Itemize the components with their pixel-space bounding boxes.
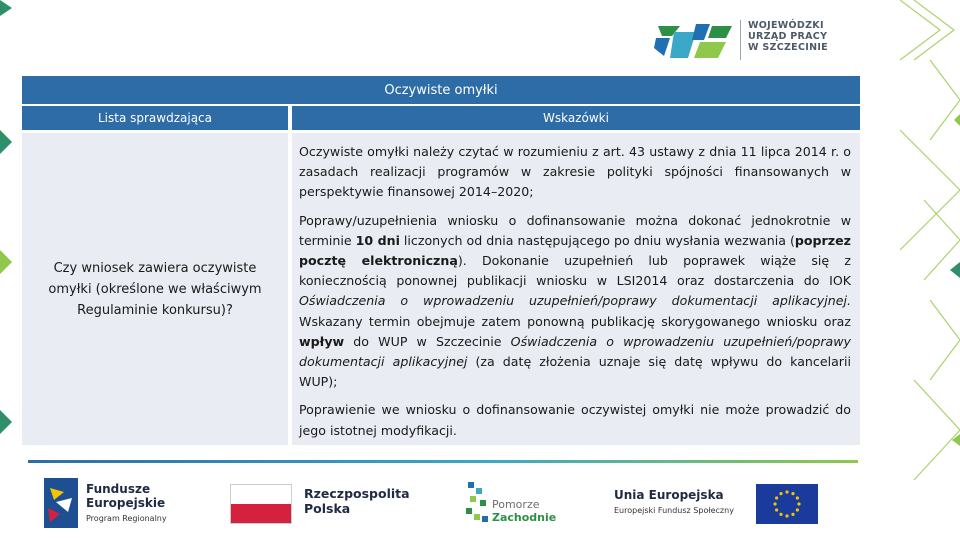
polish-flag-icon [230,484,292,524]
wup-logo-icon [652,18,734,64]
wup-logo-line-3: W SZCZECINIE [748,42,828,53]
hint-2-part: Poprawy/uzupełnienia wniosku o dofinansowanie można dokonać jednokrotnie w terminie [299,212,851,248]
pz-line-2: Zachodnie [492,511,557,524]
ue-logo-title: Unia Europejska [614,488,724,502]
hint-2-part: Wskazany termin obejmuje zatem ponowną publikację skorygowanego wniosku oraz [299,313,851,329]
fe-line-2: Europejskie [86,496,166,510]
rp-line-2: Polska [304,501,351,516]
fe-logo-text [86,482,165,510]
column-header-checklist: Lista sprawdzająca [22,106,288,130]
hint-2-part: ). Dokonanie uzupełnień lub poprawek wiąże się z koniecznością ponownej publikacji wniosku w LSI2014 oraz dostarczenia do IOK [299,253,852,289]
wup-logo-line-2: URZĄD PRACY [748,31,828,42]
hint-2-email: poprzez pocztę elektroniczną [299,232,851,269]
pz-logo-text [492,498,556,524]
hint-2-part: do WUP w Szczecinie [344,333,511,349]
left-decor-arrows [0,0,12,540]
hint-3-text: Poprawienie we wniosku o dofinansowanie oczywistej omyłki nie może prowadzić do jego istotnej modyfikacji. [299,402,851,438]
footer-divider [28,460,858,463]
hint-2-deadline: 10 dni [355,232,400,248]
rp-logo-text [304,486,410,516]
rzeczpospolita-logo [230,482,430,528]
right-decor-arrows [900,0,960,540]
hint-paragraph-2 [299,211,851,393]
hint-2-statement: Oświadczenia o wprowadzeniu uzupełnień/poprawy dokumentacji aplikacyjnej. [299,293,851,309]
fe-line-1: Fundusze [86,482,151,496]
hints-text [299,142,851,449]
column-header-hints: Wskazówki [292,106,860,130]
pomorze-icon [460,476,492,530]
pz-line-1: Pomorze [492,498,540,511]
unia-europejska-logo [614,484,824,528]
wup-logo-text [748,20,828,53]
rp-line-1: Rzeczpospolita [304,486,410,501]
wup-logo [652,14,832,66]
hint-paragraph-1 [299,142,851,203]
hint-2-statement: Oświadczenia o wprowadzeniu uzupełnień/poprawy dokumentacji aplikacyjnej [299,333,851,370]
pomorze-zachodnie-logo [460,476,580,530]
checklist-question: Czy wniosek zawiera oczywiste omyłki (określone we właściwym Regulaminie konkursu)? [48,260,262,318]
hint-2-part: (za datę złożenia uznaje się datę wpływu do kancelarii WUP); [299,354,851,390]
fe-logo-subtitle: Program Regionalny [86,514,167,523]
wup-logo-line-1: WOJEWÓDZKI [748,20,824,31]
fe-star-icon [44,478,78,528]
hint-2-part: liczonych od dnia następującego po dniu wysłania wezwania ( [399,232,795,248]
footer-logos [40,476,840,532]
eu-flag-icon [756,484,818,524]
ue-logo-subtitle: Europejski Fundusz Społeczny [614,506,734,515]
hint-paragraph-3 [299,400,851,440]
hint-2-receipt: wpływ [299,333,345,349]
table-title: Oczywiste omyłki [22,76,860,104]
hints-cell [292,133,860,445]
wup-logo-divider [740,20,741,60]
hint-1-text: Oczywiste omyłki należy czytać w rozumieniu z art. 43 ustawy z dnia 11 lipca 2014 r. o zasadach realizacji programów w zakresie polityki spójności finansowanych w perspektywie finansowej 2014–2020; [299,144,851,200]
fundusze-europejskie-logo [44,478,194,530]
checklist-cell [22,133,288,445]
